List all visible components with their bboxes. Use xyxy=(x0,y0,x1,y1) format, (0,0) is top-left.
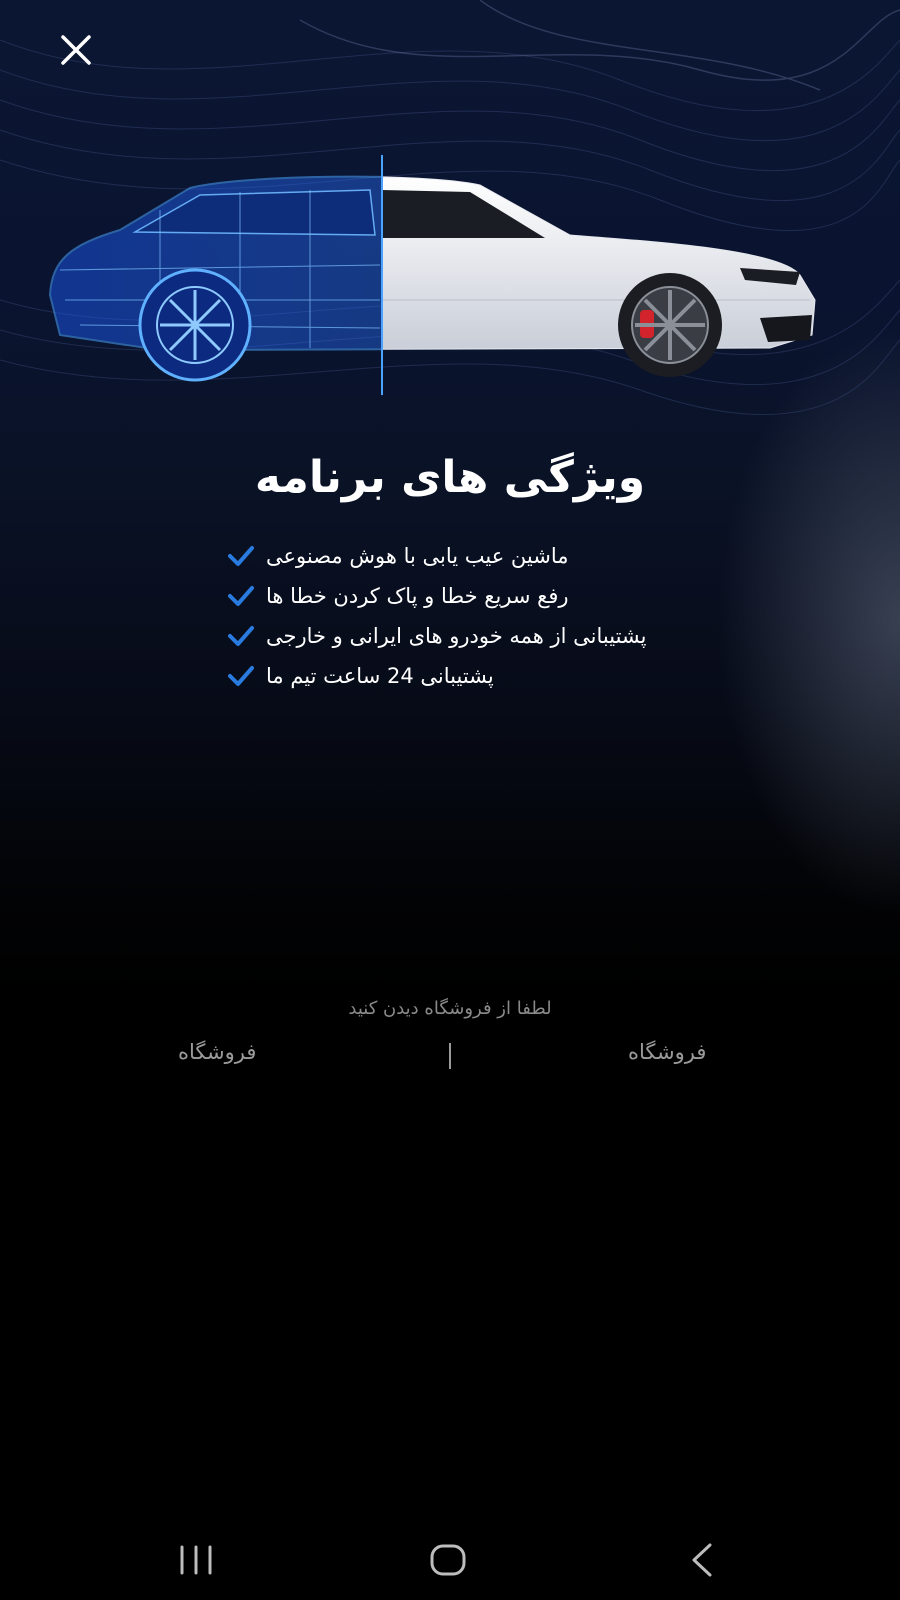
feature-item xyxy=(228,616,688,656)
close-button[interactable] xyxy=(56,30,96,70)
recents-button[interactable] xyxy=(166,1540,226,1580)
store-divider xyxy=(449,1043,451,1069)
feature-text: پشتیبانی 24 ساعت تیم ما xyxy=(266,664,494,688)
check-icon xyxy=(228,665,254,687)
feature-item xyxy=(228,576,688,616)
check-icon xyxy=(228,625,254,647)
store-link-right[interactable]: فروشگاه xyxy=(628,1040,707,1064)
close-icon xyxy=(56,30,96,70)
check-icon xyxy=(228,585,254,607)
system-navbar xyxy=(0,1520,900,1600)
feature-item xyxy=(228,536,688,576)
feature-text: رفع سریع خطا و پاک کردن خطا ها xyxy=(266,584,569,608)
hero-car-image xyxy=(40,150,840,410)
home-icon xyxy=(418,1540,478,1580)
store-link-left[interactable]: فروشگاه xyxy=(178,1040,257,1064)
back-icon xyxy=(672,1540,732,1580)
home-button[interactable] xyxy=(418,1540,478,1580)
feature-text: پشتیبانی از همه خودرو های ایرانی و خارجی xyxy=(266,624,647,648)
feature-text: ماشین عیب یابی با هوش مصنوعی xyxy=(266,544,569,568)
feature-item xyxy=(228,656,688,696)
check-icon xyxy=(228,545,254,567)
back-button[interactable] xyxy=(672,1540,732,1580)
store-links xyxy=(0,1040,900,1080)
store-prompt: لطفا از فروشگاه دیدن کنید xyxy=(348,998,552,1019)
recents-icon xyxy=(166,1540,226,1580)
features-title: ویژگی های برنامه xyxy=(254,452,646,503)
features-list xyxy=(228,536,688,696)
